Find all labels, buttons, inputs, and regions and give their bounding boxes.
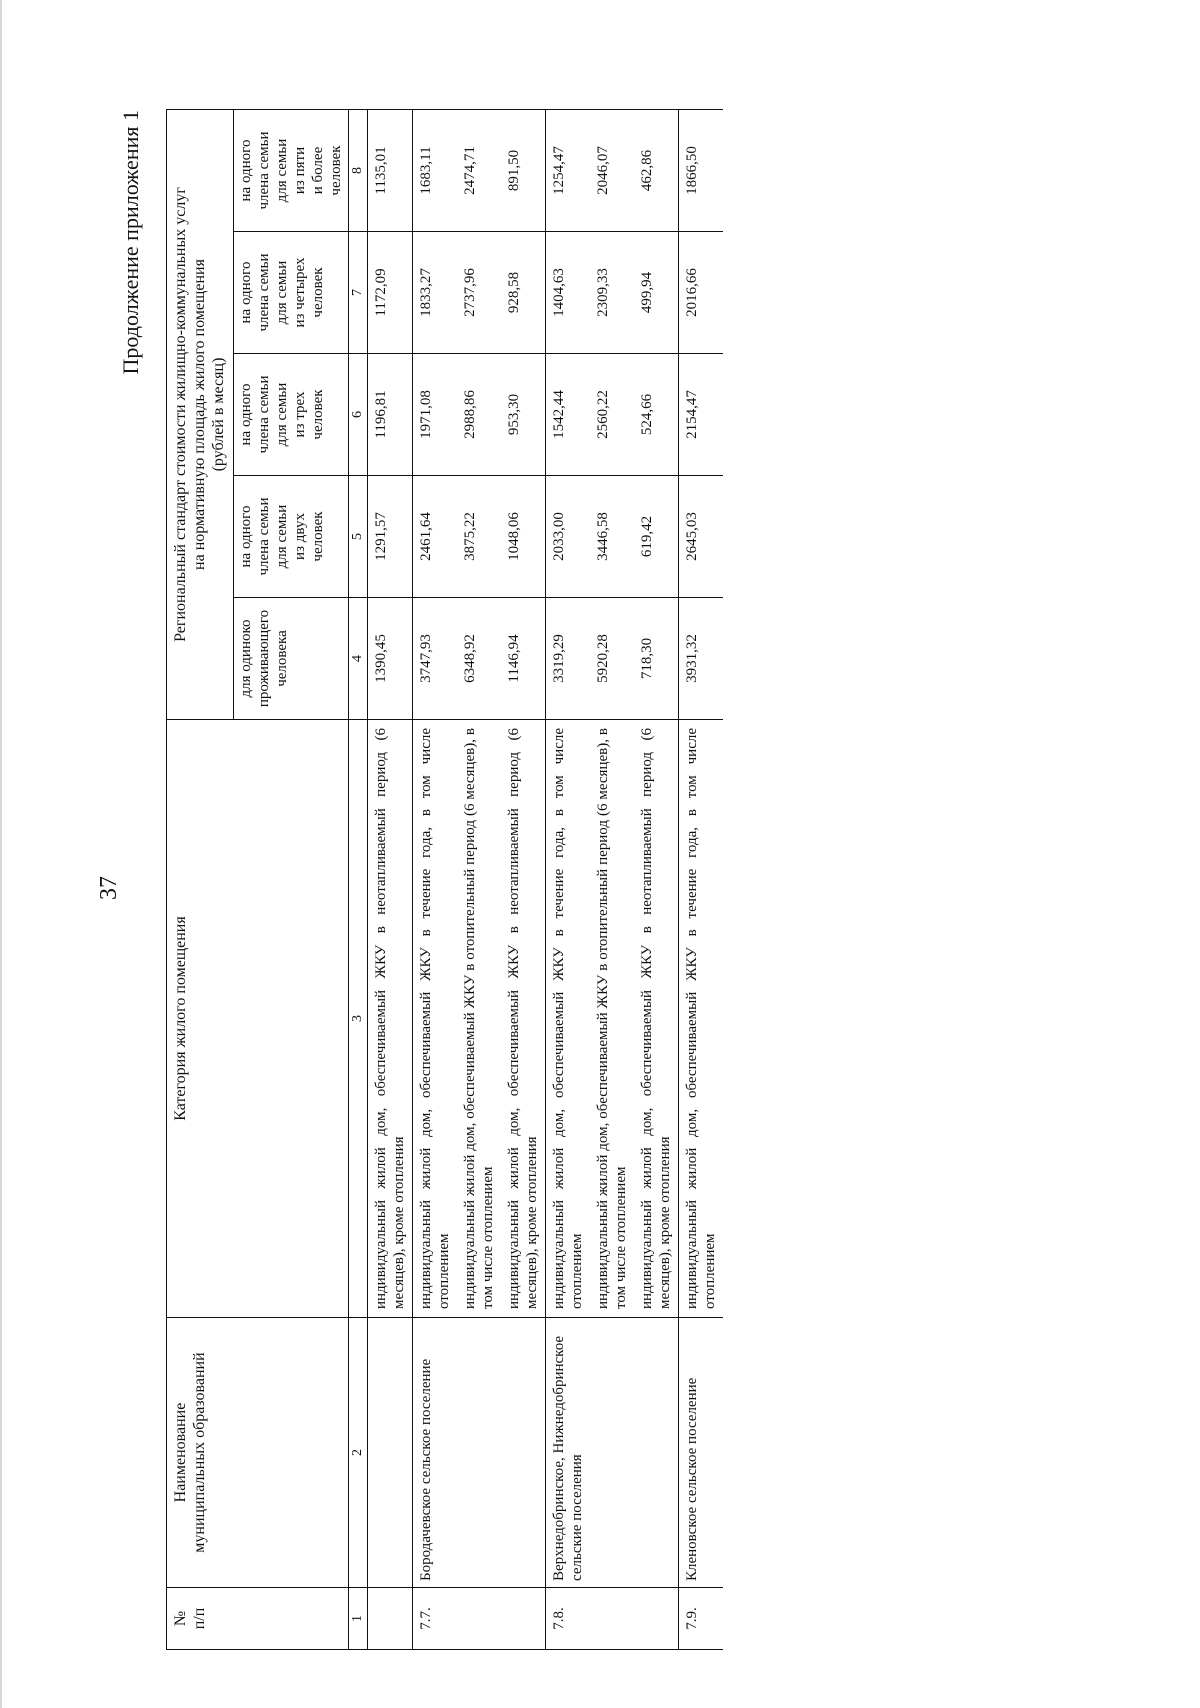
value-five: 1254,47 — [546, 110, 591, 232]
housing-category: индивидуальный жилой дом, обеспечиваемый ЖКУ в неотапливаемый период (6 месяцев), кроме отопления — [501, 720, 546, 1318]
value-single: 6348,92 — [457, 598, 501, 720]
value-five: 2046,07 — [590, 110, 634, 232]
value-single: 3931,32 — [679, 598, 724, 720]
header-family-five: на одного члена семьи для семьи из пяти и более человек — [233, 110, 348, 232]
row-number: 7.9. — [679, 1588, 724, 1650]
table-body — [368, 110, 724, 1650]
municipality-name: Верхнедобринское, Нижнедобринское сельские поселения — [546, 1318, 591, 1588]
housing-category: индивидуальный жилой дом, обеспечиваемый ЖКУ в отопительный период (6 месяцев), в том числе отоплением — [457, 720, 501, 1318]
header-row — [167, 110, 234, 1650]
row-number — [368, 1588, 413, 1650]
column-number: 3 — [348, 720, 368, 1318]
value-five: 2474,71 — [457, 110, 501, 232]
value-four: 1833,27 — [413, 232, 458, 354]
table-row — [457, 110, 501, 1650]
value-five: 462,86 — [634, 110, 679, 232]
header-standard-group: Региональный стандарт стоимости жилищно-коммунальных услуг на нормативную площадь жилого помещения (рублей в месяц) — [167, 110, 234, 720]
column-numbers-row — [348, 110, 368, 1650]
table-row — [634, 110, 679, 1650]
value-single: 5920,28 — [590, 598, 634, 720]
column-number: 5 — [348, 476, 368, 598]
housing-category: индивидуальный жилой дом, обеспечиваемый ЖКУ в отопительный период (6 месяцев), в том числе отоплением — [590, 720, 634, 1318]
value-single: 718,30 — [634, 598, 679, 720]
rotated-page — [96, 110, 1090, 1650]
value-five: 1135,01 — [368, 110, 413, 232]
municipality-name: Бородачевское сельское поселение — [413, 1318, 458, 1588]
value-three: 1971,08 — [413, 354, 458, 476]
value-two: 1048,06 — [501, 476, 546, 598]
value-three: 2988,86 — [457, 354, 501, 476]
row-number — [634, 1588, 679, 1650]
value-four: 1172,09 — [368, 232, 413, 354]
value-three: 1542,44 — [546, 354, 591, 476]
value-single: 1390,45 — [368, 598, 413, 720]
value-five: 891,50 — [501, 110, 546, 232]
appendix-label: Продолжение приложения 1 — [118, 110, 143, 375]
municipality-name: Кленовское сельское поселение — [679, 1318, 724, 1588]
header-single-person: для одиноко проживающего человека — [233, 598, 348, 720]
row-number: 7.7. — [413, 1588, 458, 1650]
value-four: 928,58 — [501, 232, 546, 354]
page-number: 37 — [96, 876, 122, 900]
row-number: 7.8. — [546, 1588, 591, 1650]
column-number: 2 — [348, 1318, 368, 1588]
value-four: 2016,66 — [679, 232, 724, 354]
row-number — [501, 1588, 546, 1650]
column-number: 8 — [348, 110, 368, 232]
housing-category: индивидуальный жилой дом, обеспечиваемый ЖКУ в течение года, в том числе отоплением — [679, 720, 724, 1318]
housing-category: индивидуальный жилой дом, обеспечиваемый ЖКУ в течение года, в том числе отоплением — [546, 720, 591, 1318]
table-row — [590, 110, 634, 1650]
value-four: 2737,96 — [457, 232, 501, 354]
value-single: 3747,93 — [413, 598, 458, 720]
column-number: 7 — [348, 232, 368, 354]
header-category: Категория жилого помещения — [167, 720, 349, 1318]
value-three: 1196,81 — [368, 354, 413, 476]
value-two: 1291,57 — [368, 476, 413, 598]
value-four: 499,94 — [634, 232, 679, 354]
value-two: 2645,03 — [679, 476, 724, 598]
value-two: 3446,58 — [590, 476, 634, 598]
header-family-two: на одного члена семьи для семьи из двух человек — [233, 476, 348, 598]
table-row — [501, 110, 546, 1650]
value-three: 524,66 — [634, 354, 679, 476]
municipality-name — [457, 1318, 501, 1588]
value-two: 2461,64 — [413, 476, 458, 598]
table-row — [679, 110, 724, 1650]
value-two: 619,42 — [634, 476, 679, 598]
table-row — [546, 110, 591, 1650]
row-number — [457, 1588, 501, 1650]
value-two: 2033,00 — [546, 476, 591, 598]
value-three: 2560,22 — [590, 354, 634, 476]
value-two: 3875,22 — [457, 476, 501, 598]
municipality-name — [501, 1318, 546, 1588]
municipality-name — [590, 1318, 634, 1588]
column-number: 1 — [348, 1588, 368, 1650]
housing-category: индивидуальный жилой дом, обеспечиваемый ЖКУ в неотапливаемый период (6 месяцев), кроме отопления — [368, 720, 413, 1318]
value-three: 953,30 — [501, 354, 546, 476]
row-number — [590, 1588, 634, 1650]
value-single: 3319,29 — [546, 598, 591, 720]
header-family-four: на одного члена семьи для семьи из четырех человек — [233, 232, 348, 354]
column-number: 6 — [348, 354, 368, 476]
header-family-three: на одного члена семьи для семьи из трех человек — [233, 354, 348, 476]
municipality-name — [634, 1318, 679, 1588]
value-single: 1146,94 — [501, 598, 546, 720]
header-number: № п/п — [167, 1588, 349, 1650]
value-five: 1866,50 — [679, 110, 724, 232]
table-row — [413, 110, 458, 1650]
housing-standard-table — [166, 109, 723, 1650]
housing-category: индивидуальный жилой дом, обеспечиваемый ЖКУ в неотапливаемый период (6 месяцев), кроме отопления — [634, 720, 679, 1318]
value-four: 2309,33 — [590, 232, 634, 354]
value-three: 2154,47 — [679, 354, 724, 476]
value-four: 1404,63 — [546, 232, 591, 354]
value-five: 1683,11 — [413, 110, 458, 232]
municipality-name — [368, 1318, 413, 1588]
table-row — [368, 110, 413, 1650]
column-number: 4 — [348, 598, 368, 720]
header-municipality: Наименование муниципальных образований — [167, 1318, 349, 1588]
housing-category: индивидуальный жилой дом, обеспечиваемый ЖКУ в течение года, в том числе отоплением — [413, 720, 458, 1318]
